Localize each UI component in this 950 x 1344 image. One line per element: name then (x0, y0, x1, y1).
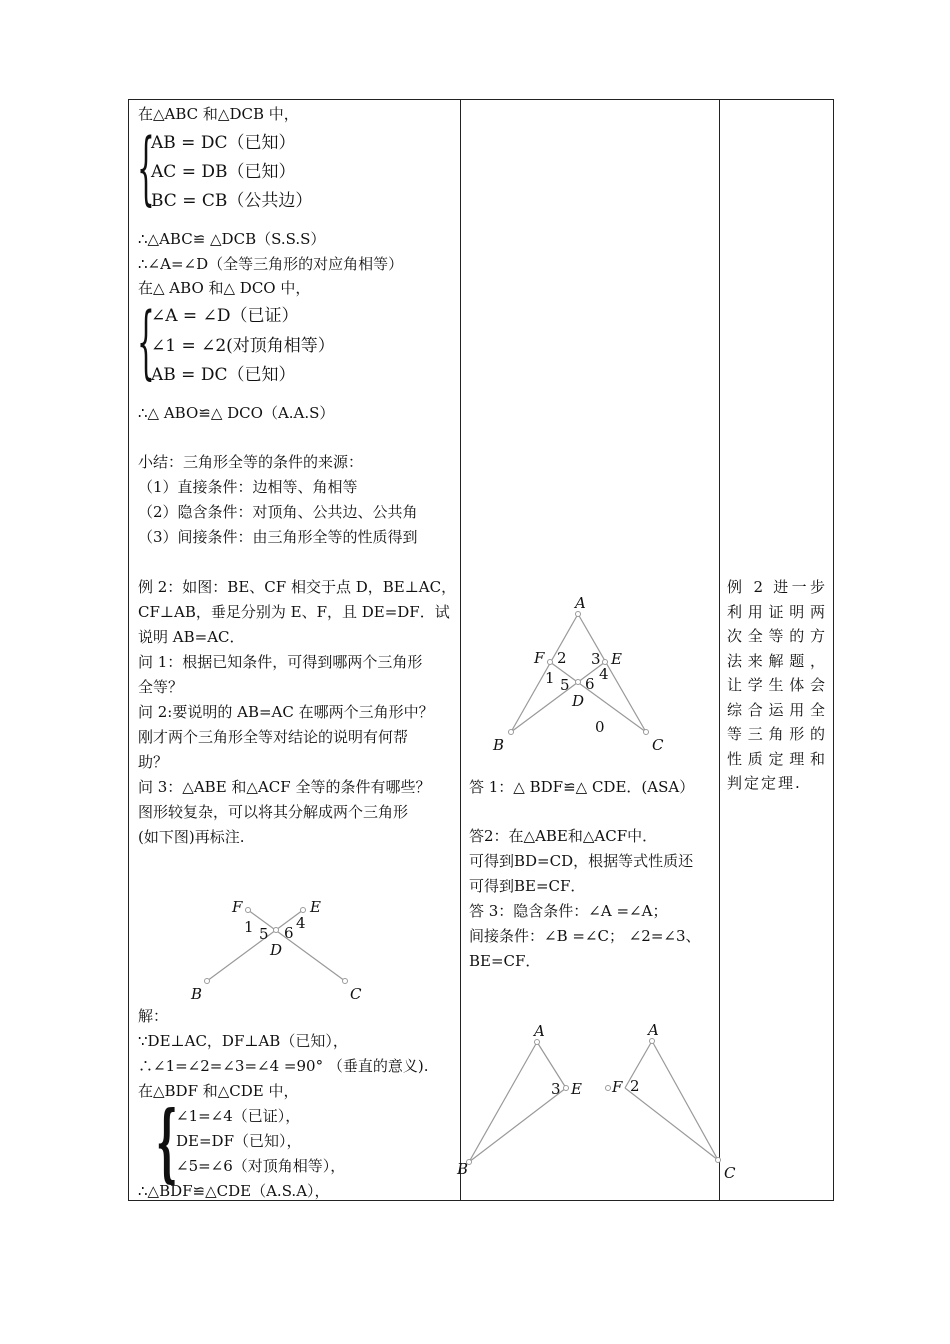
example-line: 问 1：根据已知条件，可得到哪两个三角形 (138, 653, 423, 671)
angle-label: 6 (585, 675, 595, 693)
segment (207, 910, 303, 981)
answer-line: 答 3：隐含条件：∠A =∠A； (469, 902, 668, 920)
angle-label: 3 (551, 1080, 561, 1098)
angle-label: 3 (591, 650, 601, 668)
example-line: CF⊥AB，垂足分别为 E、F，且 DE=DF．试 (138, 603, 450, 621)
conclusion: ∴△ABC≌ △DCB（S.S.S） (138, 230, 326, 248)
conclusion: ∴△BDF≌△CDE（A.S.A）， (138, 1182, 330, 1200)
point-b (509, 730, 514, 735)
system-brace: { (137, 121, 155, 214)
segment (578, 614, 646, 732)
point-e (603, 660, 608, 665)
system-brace: { (137, 295, 155, 388)
equation: AB = DC（已知） (151, 365, 296, 385)
answer-line: 答2：在△ABE和△ACF中． (469, 827, 658, 845)
example-line: 图形较复杂，可以将其分解成两个三角形 (138, 803, 409, 821)
label-a: A (648, 1021, 659, 1039)
label-a: A (534, 1022, 545, 1040)
answer-line: 可得到BD=CD，根据等式性质还 (469, 852, 694, 870)
point-f (606, 1086, 611, 1091)
angle-label: 4 (599, 665, 609, 683)
label-d: D (270, 941, 283, 959)
segment (511, 662, 605, 732)
equation: ∠1 = ∠2(对顶角相等） (151, 336, 335, 356)
segment (625, 1088, 718, 1160)
bowtie-figure (185, 895, 375, 1010)
equation: AB = DC（已知） (151, 133, 296, 153)
example-line: 助？ (138, 753, 169, 771)
label-c: C (350, 985, 362, 1003)
label-c: C (724, 1164, 736, 1182)
angle-label: 6 (284, 924, 294, 942)
example-line: 刚才两个三角形全等对结论的说明有何帮 (138, 728, 409, 746)
label-c: C (652, 736, 664, 754)
equation: ∠A = ∠D（已证） (151, 306, 299, 326)
point-c (343, 979, 348, 984)
left-triangle-figure (455, 1018, 590, 1183)
equation: ∠1=∠4（已证）， (176, 1107, 301, 1125)
summary-line: （2）隐含条件：对顶角、公共边、公共角 (138, 503, 418, 521)
solution-line: 解： (138, 1007, 169, 1025)
label-f: F (232, 898, 243, 916)
label-d: D (572, 692, 585, 710)
equation: DE=DF（已知）， (176, 1132, 302, 1150)
angle-label: 1 (244, 918, 254, 936)
answer-line: 可得到BE=CF． (469, 877, 586, 895)
angle-label: 2 (630, 1077, 640, 1095)
label-e: E (571, 1080, 582, 1098)
example-line: 说明 AB=AC． (138, 628, 245, 646)
intro-text: 在△ ABO 和△ DCO 中， (138, 279, 311, 297)
conclusion: ∴△ ABO≌△ DCO（A.A.S） (138, 404, 335, 422)
answer-line: 间接条件：∠B =∠C； ∠2=∠3、 (469, 927, 701, 945)
example-line: 问 3：△ABE 和△ACF 全等的条件有哪些？ (138, 778, 431, 796)
label-e: E (310, 898, 321, 916)
answer-line: 答 1：△ BDF≌△ CDE．(ASA） (469, 778, 695, 796)
point-d (274, 928, 279, 933)
stray-mark: 0 (595, 718, 605, 736)
point-e (564, 1086, 569, 1091)
label-b: B (457, 1160, 469, 1178)
system-brace: { (156, 1092, 178, 1191)
solution-line: ∴∠1=∠2=∠3=∠4 =90° （垂直的意义). (138, 1057, 429, 1075)
example-line: (如下图)再标注. (138, 828, 245, 846)
angle-label: 2 (557, 649, 567, 667)
example-line: 全等？ (138, 678, 184, 696)
point-d (576, 680, 581, 685)
example-line: 例 2：如图：BE、CF 相交于点 D，BE⊥AC， (138, 578, 457, 596)
point-a (650, 1039, 655, 1044)
point-f (548, 660, 553, 665)
right-triangle-figure (600, 1018, 740, 1183)
summary-line: （1）直接条件：边相等、角相等 (138, 478, 358, 496)
point-a (535, 1040, 540, 1045)
triangle-figure (488, 592, 678, 757)
angle-label: 5 (259, 925, 269, 943)
label-f: F (534, 649, 545, 667)
conclusion: ∴∠A=∠D（全等三角形的对应角相等） (138, 255, 404, 273)
angle-label: 1 (545, 669, 555, 687)
summary-line: 小结：三角形全等的条件的来源： (138, 453, 364, 471)
point-f (246, 908, 251, 913)
point-c (716, 1158, 721, 1163)
segment (469, 1042, 537, 1162)
segment (652, 1041, 718, 1160)
equation: BC = CB（公共边） (151, 191, 313, 211)
label-a: A (575, 594, 586, 612)
label-f: F (612, 1078, 623, 1096)
equation: AC = DB（已知） (151, 162, 296, 182)
equation: ∠5=∠6（对顶角相等）， (176, 1157, 346, 1175)
point-e (301, 908, 306, 913)
intro-text: 在△ABC 和△DCB 中， (138, 105, 299, 123)
solution-line: ∵DE⊥AC，DF⊥AB（已知）， (138, 1032, 348, 1050)
point-a (576, 612, 581, 617)
label-b: B (493, 736, 505, 754)
angle-label: 4 (296, 914, 306, 932)
answer-line: BE=CF． (469, 952, 541, 970)
label-e: E (611, 650, 622, 668)
angle-label: 5 (560, 676, 570, 694)
label-b: B (191, 985, 203, 1003)
segment (469, 1088, 566, 1162)
point-c (644, 730, 649, 735)
point-b (205, 979, 210, 984)
summary-line: （3）间接条件：由三角形全等的性质得到 (138, 528, 418, 546)
teaching-note: 例 2 进一步利用证明两次全等的方法来解题，让学生体会综合运用全等三角形的性质定理和判定定理. (727, 578, 827, 792)
example-line: 问 2:要说明的 AB=AC 在哪两个三角形中？ (138, 703, 434, 721)
solution-line: 在△BDF 和△CDE 中， (138, 1082, 299, 1100)
